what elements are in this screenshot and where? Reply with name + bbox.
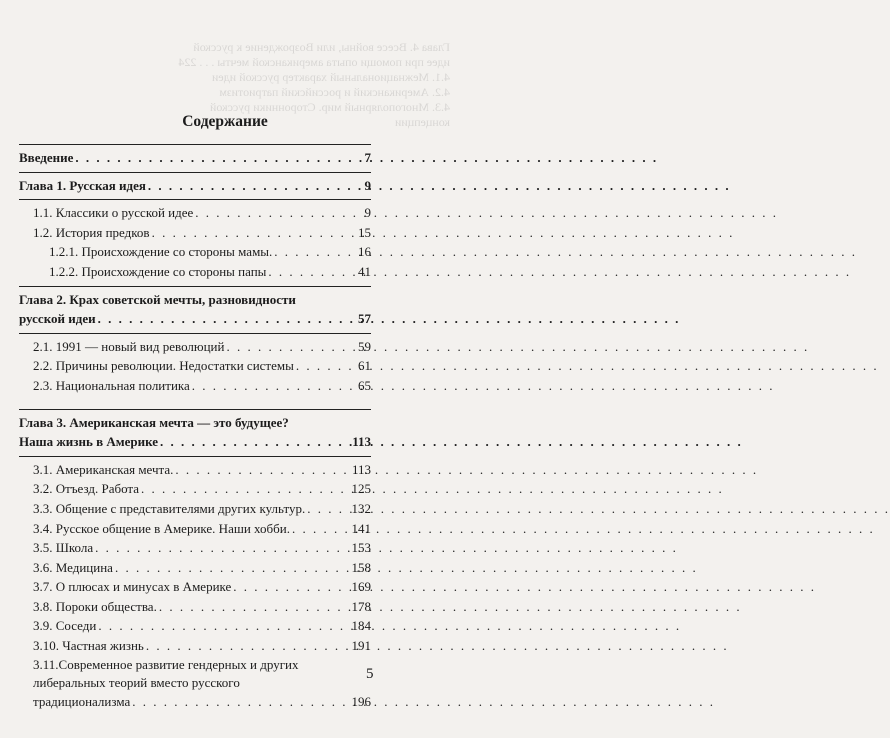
toc-entry-chapter-3: Глава 3. Американская мечта — это будущее? Наша жизнь в Америке . . . 113 xyxy=(19,413,371,452)
divider xyxy=(19,333,371,334)
toc-entry-chapter-2: Глава 2. Крах советской мечты, разновидности русской идеи . . . 57 xyxy=(19,290,371,329)
table-of-contents xyxy=(19,140,371,711)
divider xyxy=(19,172,371,173)
toc-entry: 3.10. Частная жизнь . . . 191 xyxy=(19,636,371,656)
divider xyxy=(19,144,371,145)
toc-entry: 3.7. О плюсах и минусах в Америке . . . 169 xyxy=(19,577,371,597)
page-title: Содержание xyxy=(182,113,268,130)
toc-entry: 1.2.2. Происхождение со стороны папы . . . 41 xyxy=(19,262,371,282)
divider xyxy=(19,409,371,410)
toc-entry: 2.2. Причины революции. Недостатки системы . . . 61 xyxy=(19,356,371,376)
toc-entry: 3.3. Общение с представителями других культур. . . . 132 xyxy=(19,499,371,519)
toc-entry-chapter-1: Глава 1. Русская идея . . . 9 xyxy=(19,176,371,196)
bleed-through-text: Глава 4. Всесе войны, или Возрождение к русской идее при помощи опыта американской мечты . . . 224 4.1. Межнациональный характер русской идеи 4.2. Американский и российский патриотизм 4.3. Многополярный мир. Сторонники русской концепции xyxy=(178,40,450,129)
toc-entry: 3.2. Отъезд. Работа . . . 125 xyxy=(19,479,371,499)
toc-entry-intro: Введение . . . 7 xyxy=(19,148,371,168)
page-number: 5 xyxy=(366,666,374,682)
toc-entry: 3.5. Школа . . . 153 xyxy=(19,538,371,558)
toc-entry: 3.4. Русское общение в Америке. Наши хобби. . . . 141 xyxy=(19,519,371,539)
toc-entry-multiline: 3.11.Современное развитие гендерных и других либеральных теорий вместо русского традиционализма . . . 196 xyxy=(19,656,371,712)
toc-entry: 2.1. 1991 — новый вид революций . . . 59 xyxy=(19,337,371,357)
toc-entry: 3.6. Медицина . . . 158 xyxy=(19,558,371,578)
toc-entry: 1.2.1. Происхождение со стороны мамы. . . . 16 xyxy=(19,242,371,262)
toc-entry: 2.3. Национальная политика . . . 65 xyxy=(19,376,371,396)
divider xyxy=(19,456,371,457)
toc-entry: 3.8. Пороки общества. . . . 178 xyxy=(19,597,371,617)
toc-entry: 3.1. Американская мечта. . . . 113 xyxy=(19,460,371,480)
divider xyxy=(19,199,371,200)
toc-entry: 1.2. История предков . . . 15 xyxy=(19,223,371,243)
divider xyxy=(19,286,371,287)
toc-entry: 3.9. Соседи . . . 184 xyxy=(19,616,371,636)
toc-entry: 1.1. Классики о русской идее . . . 9 xyxy=(19,203,371,223)
